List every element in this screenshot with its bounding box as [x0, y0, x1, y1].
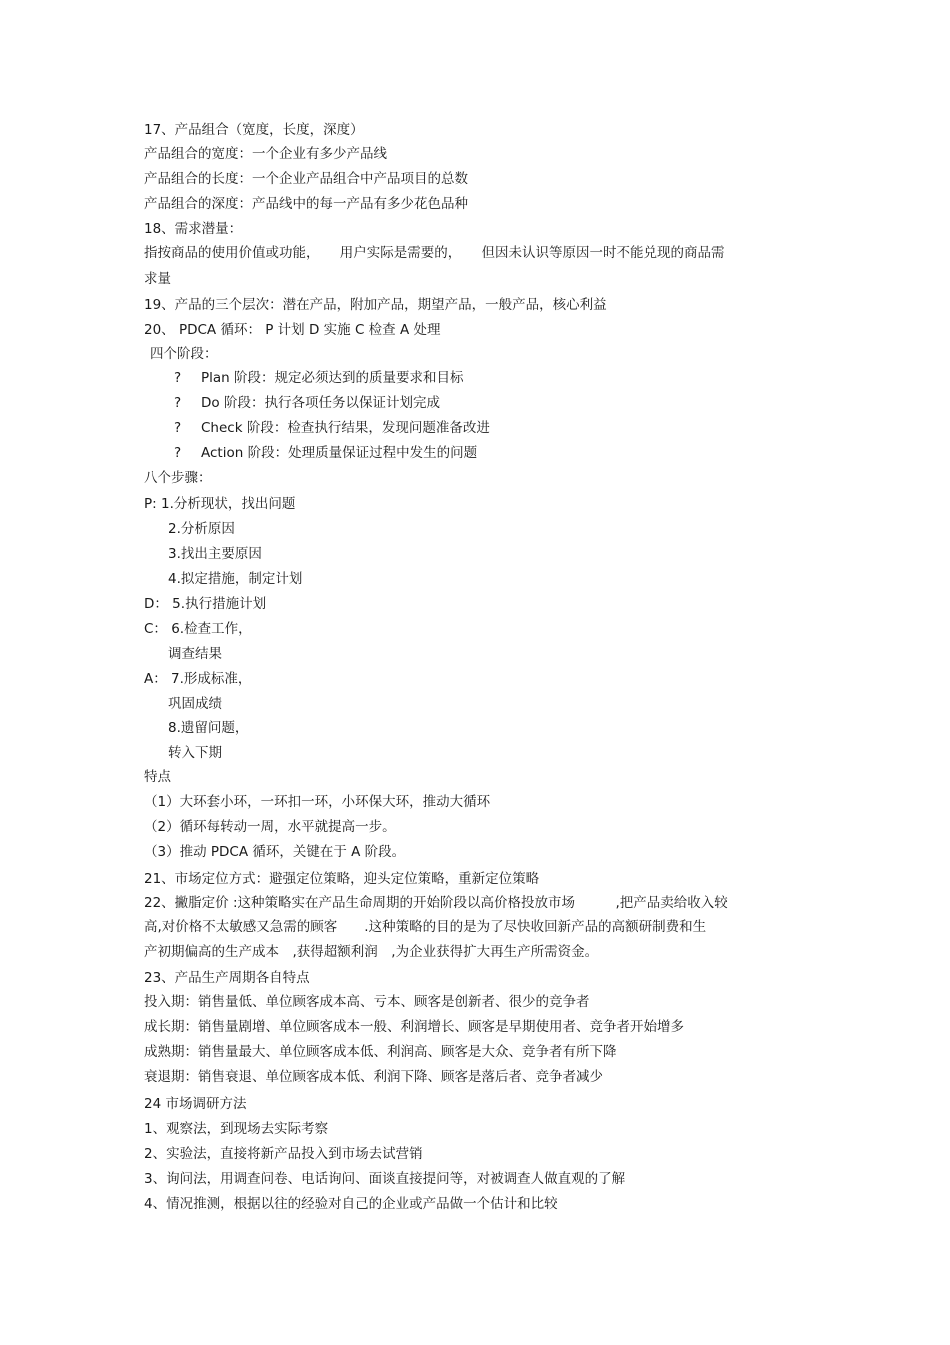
text-line: 指按商品的使用价值或功能， 用户实际是需要的， 但因未认识等原因一时不能兑现的商品需 — [144, 245, 725, 261]
list-item: 巩固成绩 — [168, 696, 222, 712]
heading-21: 21、市场定位方式：避强定位策略，迎头定位策略，重新定位策略 — [144, 871, 540, 887]
heading-24: 24 市场调研方法 — [144, 1096, 247, 1112]
text-line: 衰退期：销售衰退、单位顾客成本低、利润下降、顾客是落后者、竞争者减少 — [144, 1069, 603, 1085]
list-item: 1、观察法，到现场去实际考察 — [144, 1121, 329, 1137]
text-line: 成长期：销售量剧增、单位顾客成本一般、利润增长、顾客是早期使用者、竞争者开始增多 — [144, 1019, 684, 1035]
list-item: （1）大环套小环，一环扣一环，小环保大环，推动大循环 — [144, 794, 491, 810]
bullet-marker: ? — [174, 395, 182, 411]
bullet-marker: ? — [174, 445, 182, 461]
heading-22: 22、撇脂定价 :这种策略实在产品生命周期的开始阶段以高价格投放市场 ,把产品卖给收入较 — [144, 895, 728, 911]
list-item: 8.遗留问题， — [168, 720, 249, 736]
text-line: 产初期偏高的生产成本 ,获得超额利润 ,为企业获得扩大再生产所需资金。 — [144, 944, 599, 960]
list-item: 2、实验法，直接将新产品投入到市场去试营销 — [144, 1146, 423, 1162]
text-line: 特点 — [144, 769, 171, 785]
list-item: C： 6.检查工作， — [144, 621, 252, 637]
list-item: （2）循环每转动一周，水平就提高一步。 — [144, 819, 396, 835]
text-line: 产品组合的长度：一个企业产品组合中产品项目的总数 — [144, 171, 468, 187]
text-line: 产品组合的深度：产品线中的每一产品有多少花色品种 — [144, 196, 468, 212]
bullet-marker: ? — [174, 420, 182, 436]
text-line: 高,对价格不太敏感又急需的顾客 .这种策略的目的是为了尽快收回新产品的高额研制费和生 — [144, 919, 707, 935]
list-item: Action 阶段：处理质量保证过程中发生的问题 — [201, 445, 478, 461]
list-item: 3.找出主要原因 — [168, 546, 262, 562]
text-line: 产品组合的宽度：一个企业有多少产品线 — [144, 146, 387, 162]
list-item: D： 5.执行措施计划 — [144, 596, 267, 612]
text-line: 八个步骤： — [144, 470, 212, 486]
text-line: 四个阶段： — [150, 346, 218, 362]
list-item: 2.分析原因 — [168, 521, 235, 537]
heading-23: 23、产品生产周期各自特点 — [144, 970, 310, 986]
list-item: Do 阶段：执行各项任务以保证计划完成 — [201, 395, 440, 411]
list-item: P: 1.分析现状，找出问题 — [144, 496, 296, 512]
list-item: A： 7.形成标准， — [144, 671, 252, 687]
list-item: （3）推动 PDCA 循环，关键在于 A 阶段。 — [144, 844, 406, 860]
list-item: Check 阶段：检查执行结果，发现问题准备改进 — [201, 420, 490, 436]
heading-20: 20、 PDCA 循环： P 计划 D 实施 C 检查 A 处理 — [144, 322, 441, 338]
list-item: 转入下期 — [168, 745, 222, 761]
text-line: 求量 — [144, 271, 171, 287]
list-item: Plan 阶段：规定必须达到的质量要求和目标 — [201, 370, 464, 386]
text-line: 投入期：销售量低、单位顾客成本高、亏本、顾客是创新者、很少的竞争者 — [144, 994, 590, 1010]
heading-17: 17、产品组合（宽度，长度，深度） — [144, 122, 364, 138]
list-item: 调查结果 — [168, 646, 222, 662]
text-line: 成熟期：销售量最大、单位顾客成本低、利润高、顾客是大众、竞争者有所下降 — [144, 1044, 617, 1060]
heading-19: 19、产品的三个层次：潜在产品，附加产品，期望产品，一般产品，核心利益 — [144, 297, 607, 313]
list-item: 4、情况推测，根据以往的经验对自己的企业或产品做一个估计和比较 — [144, 1196, 558, 1212]
heading-18: 18、需求潜量： — [144, 221, 243, 237]
list-item: 3、询问法，用调查问卷、电话询问、面谈直接提问等，对被调查人做直观的了解 — [144, 1171, 626, 1187]
bullet-marker: ? — [174, 370, 182, 386]
list-item: 4.拟定措施，制定计划 — [168, 571, 303, 587]
